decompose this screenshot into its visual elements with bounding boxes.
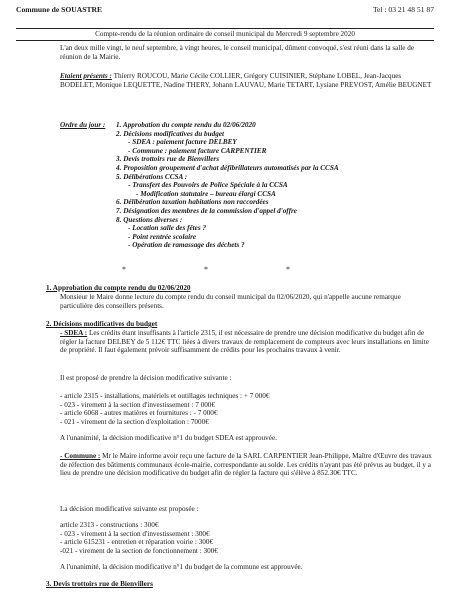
section-separator: * * * bbox=[122, 265, 328, 274]
agenda-subitem: - Transfert des Pouvoirs de Police Spéciale à la CCSA bbox=[128, 181, 288, 190]
agenda-item: 5. Délibérations CCSA : bbox=[116, 172, 188, 181]
section-2-title: 2. Décisions modificatives du budget bbox=[46, 320, 158, 328]
agenda-item: 8. Questions diverses : bbox=[116, 215, 183, 224]
budget-line: -021 - virement de la section de fonctionnement : 300€ bbox=[60, 546, 218, 555]
commune-paragraph bbox=[60, 452, 432, 478]
intro-paragraph: L'an deux mille vingt, le neuf septembre, à vingt heures, le conseil municipal, dûment convoqué, s'est réuni dans la salle de réunion de la Mairie. bbox=[60, 44, 415, 61]
agenda-subitem: - Opération de ramassage des déchets ? bbox=[128, 241, 245, 250]
commune-body: Mr le Maire informe avoir reçu une facture de la SARL CARPENTIER Jean-Philippe, Maître d'Œuvre des travaux de réfection des bâtiments communaux école-mairie, correspondante au solde. Les crédits n'ayant pas été prévus au budget, il y a lieu de prendre une décision modificative du budget afin de régler la facture qui s'élève à 852.30€ TTC. bbox=[60, 452, 432, 478]
sdea-body: Les crédits étant insuffisants à l'article 2315, il est nécessaire de prendre une décision modificative du budget afin de régler la facture DELBEY de 5 112€ TTC liées à divers travaux de remplacement de compteurs avec leurs installations en limite de propriété. Il faut également prévoir suffisamment de crédits pour les prochains travaux à venir. bbox=[60, 329, 429, 355]
commune-vote: A l'unanimité, la décision modificative n°1 du budget de la commune est approuvée. bbox=[60, 563, 303, 571]
commune-proposal: La décision modificative suivante est proposée : bbox=[60, 505, 199, 513]
commune-label: - Commune : bbox=[60, 452, 101, 460]
agenda-subitem: - SDEA : paiement facture DELBEY bbox=[128, 138, 237, 147]
document-title: Compte-rendu de la réunion ordinaire de conseil municipal du Mercredi 9 septembre 2020 bbox=[16, 28, 434, 41]
agenda-item: 2. Décisions modificatives du budget bbox=[116, 129, 225, 138]
budget-line: - article 2315 - installations, matériels et outillages techniques : + 7 000€ bbox=[60, 392, 270, 400]
section-1-body: Monsieur le Maire donne lecture du compte rendu du conseil municipal du 02/06/2020, qui n'appelle aucune remarque particulière des conseillers présents. bbox=[60, 293, 401, 310]
commune-lines bbox=[60, 521, 432, 555]
sdea-vote: A l'unanimité, la décision modificative n°1 du budget SDEA est approuvée. bbox=[60, 434, 277, 442]
agenda-item: 4. Proposition groupement d'achat défibrillateurs automatisés par la CCSA bbox=[116, 163, 339, 172]
commune-name: Commune de SOUASTRE bbox=[16, 5, 103, 14]
budget-line: - article 615231 - entretien et réparation voirie : 300€ bbox=[60, 538, 214, 547]
attendees-label: Etaient présents : bbox=[60, 72, 112, 80]
document-header bbox=[16, 6, 434, 15]
budget-line: - 023 - virement à la section d'investissement : 300€ bbox=[60, 529, 210, 538]
agenda-item: 7. Désignation des membres de la commission d'appel d'offre bbox=[116, 206, 297, 215]
budget-line: - article 6068 - autres matières et fournitures : - 7 000€ bbox=[60, 409, 218, 418]
agenda-subitem: - Location salle des fêtes ? bbox=[128, 224, 207, 233]
attendees-paragraph bbox=[60, 72, 432, 89]
attendees-names: Thierry ROUCOU, Marie Cécile COLLIER, Grégory CUISINIER, Stéphane LOBEL, Jean-Jacques BODELET, Monique LEQUETTE, Nadine THERY, Johann LAUVAU, Marie TETART, Lysiane PREVOST, Amélie BEUGNET bbox=[60, 72, 432, 89]
sdea-label: - SDEA : bbox=[60, 329, 88, 337]
budget-line: - 023 - virement à la section d'investissement : 7 000€ bbox=[60, 400, 215, 409]
agenda-subitem: - Modification statutaire – bureau élargi CCSA bbox=[136, 189, 276, 198]
section-1-title: 1. Approbation du compte rendu du 02/06/2020 bbox=[46, 284, 191, 292]
agenda-subitem: - Point rentrée scolaire bbox=[128, 232, 197, 241]
budget-line: - 021 - virement de la section d'exploitation : 7000€ bbox=[60, 417, 209, 426]
agenda-list bbox=[116, 121, 432, 250]
agenda-item: 3. Devis trottoirs rue de Bienvillers bbox=[116, 155, 220, 164]
sdea-lines bbox=[60, 392, 432, 426]
section-3-title: 3. Devis trottoirs rue de Bienvillers bbox=[46, 580, 153, 588]
sdea-proposal: Il est proposé de prendre la décision modificative suivante : bbox=[60, 374, 232, 382]
agenda-label: Ordre du jour : bbox=[60, 121, 106, 129]
sdea-paragraph bbox=[60, 329, 432, 355]
agenda-item: 6. Délibération taxation habitations non raccordées bbox=[116, 198, 269, 207]
agenda-subitem: - Commune : paiement facture CARPENTIER bbox=[128, 146, 267, 155]
agenda-item: 1. Approbation du compte rendu du 02/06/2020 bbox=[116, 121, 256, 129]
phone-number: Tel : 03 21 48 51 87 bbox=[372, 5, 434, 14]
budget-line: article 2313 - constructions : 300€ bbox=[60, 521, 159, 529]
